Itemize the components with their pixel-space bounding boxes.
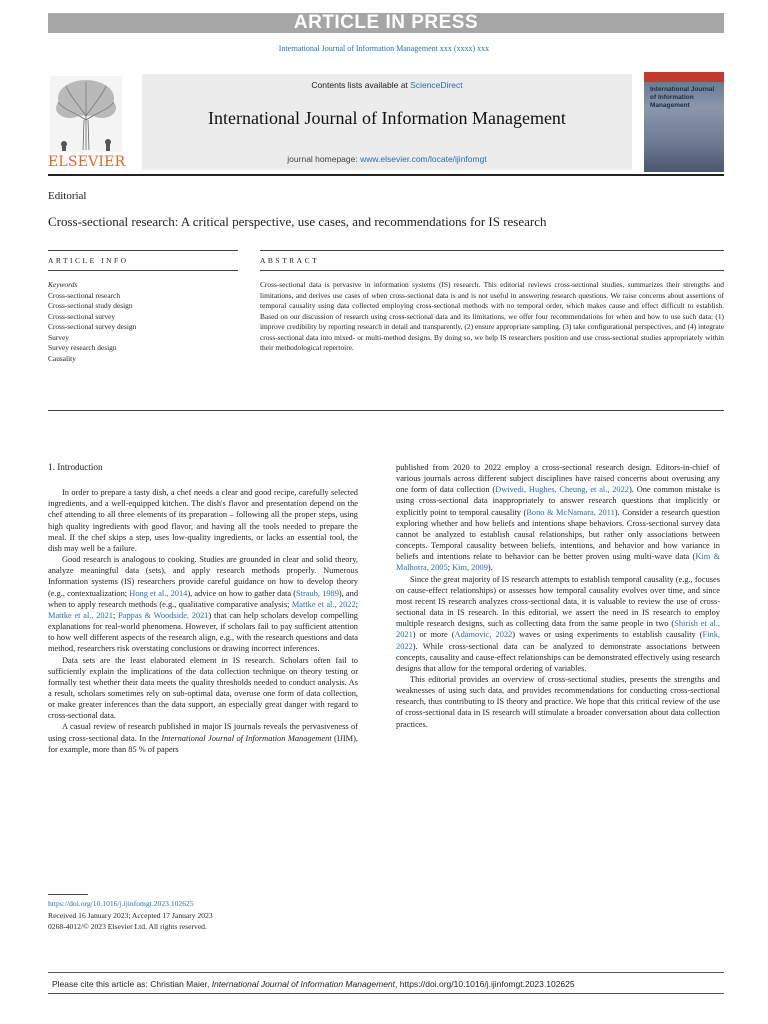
journal-homepage — [142, 154, 632, 164]
abstract-rule-top — [260, 250, 724, 251]
citation-doi[interactable]: , https://doi.org/10.1016/j.ijinfomgt.2023.102625 — [395, 979, 575, 989]
article-footer — [48, 898, 368, 933]
homepage-prefix: journal homepage: — [287, 154, 361, 164]
citation-link[interactable]: Pappas & Woodside, 2021 — [118, 610, 209, 620]
citation-link[interactable]: Shirish et al., 2021 — [396, 619, 720, 640]
citation-link[interactable]: Dwivedi, Hughes, Cheung, et al., 2022 — [495, 485, 629, 495]
keyword-item: Survey — [48, 332, 69, 342]
introduction-heading: 1. Introduction — [48, 462, 103, 472]
doi-link[interactable]: https://doi.org/10.1016/j.ijinfomgt.2023.102625 — [48, 899, 194, 908]
keyword-item: Cross-sectional research — [48, 290, 121, 300]
keyword-item: Cross-sectional survey — [48, 311, 116, 321]
citation-journal: International Journal of Information Management — [211, 979, 396, 989]
article-info-rule-top — [48, 250, 238, 251]
keywords-list — [48, 280, 238, 364]
masthead-divider — [48, 174, 724, 176]
paragraph: Since the great majority of IS research attempts to establish temporal causality (e.g., focuses on cause-effect relationships) or assesses how temporal causality evolves over time, and since most recent IS research analyzes cross-sectional data, it is valuable to review the use of cross-sectional data in IS research. In this editorial, we assert the need in IS research to employ multiple research designs, such as collecting data from the same people in two (Shirish et al., 2021) or more (Adamovic, 2022) waves or using experiments to establish causality (Fink, 2022). While cross-sectional data can be analyzed to demonstrate associations between concepts, causality and cause-effect relationships can be demonstrated effectively using research designs that allow for the temporal ordering of variables. — [396, 574, 721, 673]
article-info-heading: ARTICLE INFO — [48, 256, 129, 265]
right-column — [396, 462, 720, 730]
article-in-press-banner: ARTICLE IN PRESS — [48, 13, 724, 33]
contents-prefix: Contents lists available at — [311, 80, 411, 90]
citation-box — [48, 972, 724, 994]
cover-title: International Journal of Information Management — [650, 86, 715, 109]
abstract-text: Cross-sectional data is pervasive in information systems (IS) research. This editorial reviews cross-sectional studies, summarizes their strengths and limitations, and derives use cases of when cross-sectional data is and is not useful in answering research questions. We raise concerns about assertions of temporal causality using data collected employing cross-sectional methods with no temporal order, which makes cause and effect difficult to establish. Based on our discussion of research using cross-sectional data and its limitations, we offer four recommendations for when and how to use such data: (1) improve credibility by reporting research in detail and transparently, (2) ensure appropriate sampling, (3) take configurational perspectives, and (4) integrate cross-sectional data into mixed- or multi-method designs. By doing so, we help IS researchers position and use cross-sectional studies appropriately within their methodological repertoire. — [260, 280, 724, 352]
citation-link[interactable]: Straub, 1989 — [296, 588, 339, 598]
paragraph: published from 2020 to 2022 employ a cross-sectional research design. Editors-in-chief of various journals across different subject disciplines have raised concerns about overusing any one form of data collection (Dwivedi, Hughes, Cheung, et al., 2022). One common mistake is using cross-sectional data inappropriately to answer research questions that implicitly or explicitly point to temporal causality (Bono & McNamara, 2011). Consider a research question exploring whether and how beliefs and intentions shape behaviors. Cross-sectional survey data cannot be analyzed to establish causal relationships, but rather only associations between concepts. Temporal causality between beliefs, intentions, and behavior and how variance in beliefs and intentions relate to behavior can be better proven using multi-wave data (Kim & Malhotra, 2005; Kim, 2009). — [396, 463, 721, 573]
homepage-link[interactable]: www.elsevier.com/locate/ijinfomgt — [360, 154, 487, 164]
received-dates: Received 16 January 2023; Accepted 17 January 2023 — [48, 910, 213, 920]
keyword-item: Cross-sectional study design — [48, 301, 133, 310]
keyword-item: Causality — [48, 353, 76, 363]
paragraph: In order to prepare a tasty dish, a chef needs a clear and good recipe, carefully selected ingredients, and a well-equipped kitchen. The dish's flavor and presentation depend on the chef attending to all three elements of its preparation – following all the proper steps, using high quality ingredients with good flavor, and having all the tools needed to prepare the meal. If the chef skips a step, uses low-quality ingredients, or lacks an essential tool, the dish may well be a failure. — [48, 488, 358, 553]
footnote-divider — [48, 894, 88, 895]
citation-link[interactable]: Bono & McNamara, 2011 — [526, 507, 615, 517]
citation-link[interactable]: Mattke et al., 2021 — [48, 610, 113, 620]
article-title: Cross-sectional research: A critical perspective, use cases, and recommendations for IS research — [48, 214, 547, 229]
elsevier-tree-icon — [50, 76, 122, 152]
paragraph: Good research is analogous to cooking. Studies are grounded in clear and solid theory, analyze meaningful data (sets), and apply research methods properly. Numerous Information systems (IS) researchers provide careful guidance on how to develop theory (e.g., contextualization; Hong et al., 2014), advice on how to gather data (Straub, 1989), and when to apply research methods (e.g., qualitative comparative analysis; Mattke et al., 2022; Mattke et al., 2021; Pappas & Woodside, 2021) that can help scholars develop compelling explanations for real-world phenomena. However, if scholars fail to pay sufficient attention to how well different aspects of the research align, e.g., with the research questions and data method, researchers risk overstating conclusions or drawing incorrect inferences. — [48, 555, 359, 654]
abstract-heading: ABSTRACT — [260, 256, 320, 265]
abstract-divider — [48, 410, 724, 411]
keywords-label: Keywords — [48, 280, 78, 289]
article-type: Editorial — [48, 190, 87, 202]
sciencedirect-link[interactable]: ScienceDirect — [410, 80, 463, 90]
publisher-name: ELSEVIER — [48, 154, 126, 170]
citation-prefix: Please cite this article as: Christian Maier, — [52, 979, 212, 989]
journal-title: International Journal of Information Management — [208, 108, 566, 128]
citation-link[interactable]: Kim, 2009 — [452, 563, 488, 573]
citation-link[interactable]: Mattke et al., 2022 — [291, 599, 356, 609]
keyword-item: Cross-sectional survey design — [48, 322, 137, 331]
citation-link[interactable]: Adamovic, 2022 — [454, 630, 513, 640]
paragraph: This editorial provides an overview of cross-sectional studies, presents the strengths and weaknesses of using such data, and provides recommendations for conducting cross-sectional research, thus contributing to IS theory and practice. We hope that this critical review of the use of cross-sectional data in IS research will stimulate a broader conversation about data collection practices. — [396, 674, 720, 729]
article-info-rule-bottom — [48, 270, 238, 271]
paragraph: A casual review of research published in major IS journals reveals the pervasiveness of using cross-sectional data. In the International Journal of Information Management (IJIM), for example, more than 85 % of papers — [48, 722, 358, 754]
citation-link[interactable]: Hong et al., 2014 — [129, 588, 188, 598]
journal-masthead — [48, 66, 724, 170]
journal-reference-link[interactable]: International Journal of Information Management xxx (xxxx) xxx — [278, 44, 490, 53]
journal-name-italic: International Journal of Information Management — [161, 733, 332, 743]
cover-accent-bar — [644, 72, 724, 82]
elsevier-logo — [48, 76, 128, 168]
journal-cover-image — [644, 72, 724, 172]
masthead-center — [142, 74, 632, 170]
copyright-notice: 0268-4012/© 2023 Elsevier Ltd. All rights reserved. — [48, 922, 207, 932]
keyword-item: Survey research design — [48, 343, 117, 352]
citation-link[interactable]: Kim & Malhotra, 2005 — [396, 552, 721, 573]
citation-link[interactable]: Fink, 2022 — [396, 630, 721, 651]
abstract-rule-bottom — [260, 270, 724, 271]
paragraph: Data sets are the least elaborated element in IS research. Scholars often fail to sufficiently explain the implications of the data collection technique on theory testing or formally test whether their data meets the quality thresholds needed to conduct analysis. As a result, scholars sometimes rely on sub-optimal data, overuse one form of data collection, or make greater inferences than the data support, an especially great danger with regard to cross-sectional data. — [48, 655, 358, 721]
left-column — [48, 462, 358, 755]
contents-line — [142, 80, 632, 90]
